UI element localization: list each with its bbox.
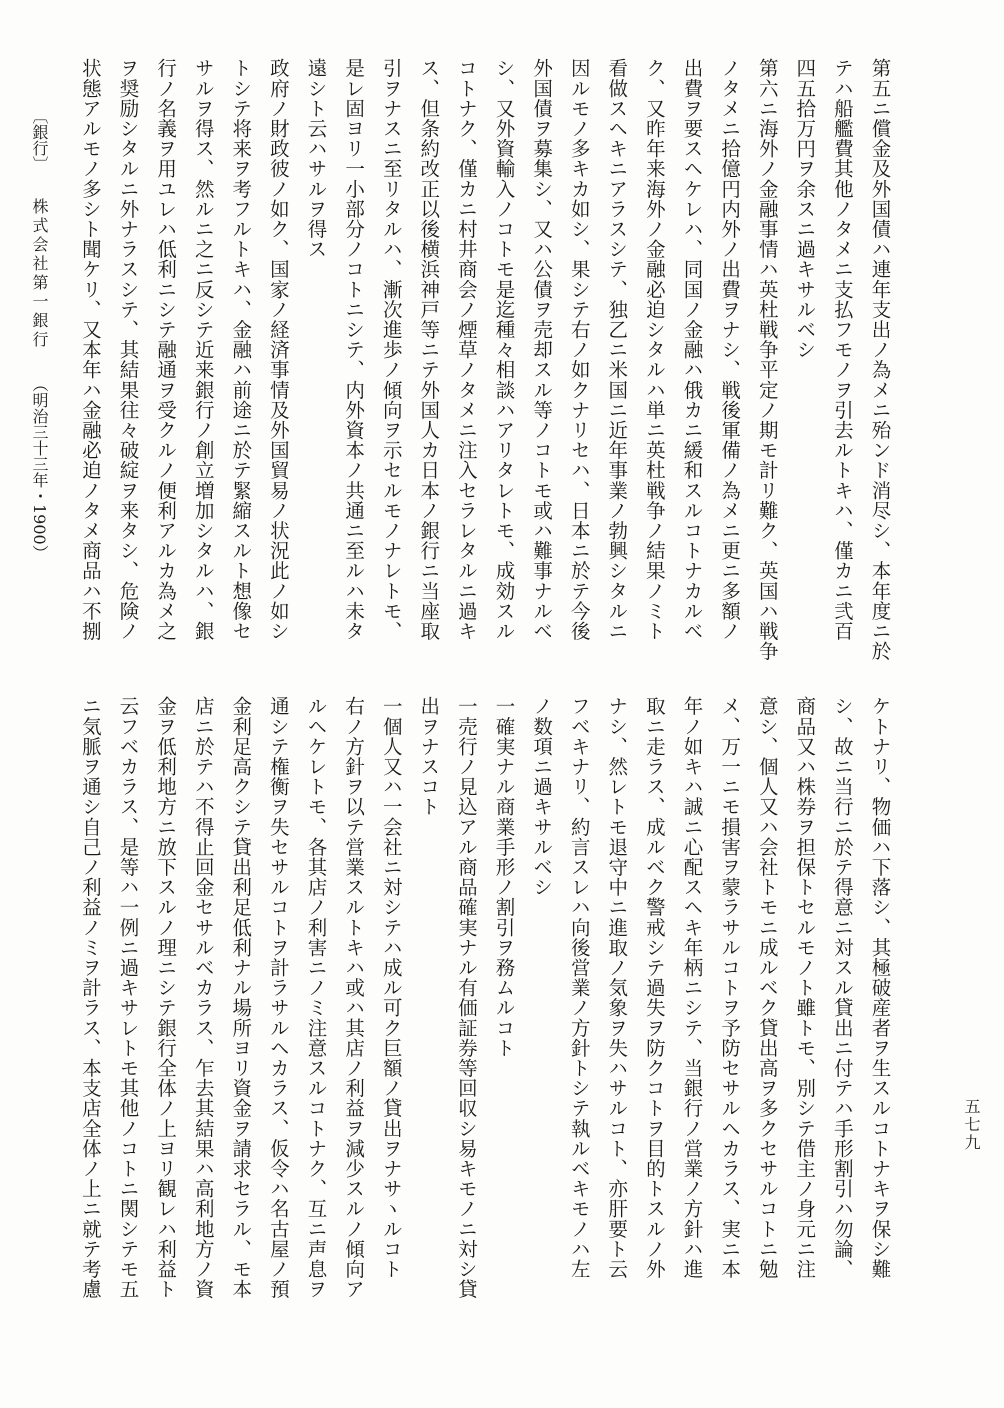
upper-line: 四五拾万円ヲ余スニ過キサルベシ bbox=[793, 58, 817, 360]
upper-line: ノタメニ拾億円内外ノ出費ヲナシ、戦後軍備ノ為メニ更ニ多額ノ bbox=[718, 58, 742, 641]
footer-company: 株式会社第一銀行 bbox=[30, 198, 49, 350]
lower-line: ケトナリ、物価ハ下落シ、其極破産者ヲ生スルコトナキヲ保シ難 bbox=[868, 696, 892, 1279]
lower-line: 右ノ方針ヲ以テ営業スルトキハ或ハ其店ノ利益ヲ減少スルノ傾向ア bbox=[342, 696, 366, 1299]
upper-line: コトナク、僅カニ村井商会ノ煙草ノタメニ注入セラレタルニ過キ bbox=[454, 58, 478, 641]
lower-line: ニ気脈ヲ通シ自己ノ利益ノミヲ計ラス、本支店全体ノ上ニ就テ考慮 bbox=[78, 696, 102, 1299]
upper-line: 因ルモノ多キカ如シ、果シテ右ノ如クナリセハ、日本ニ於テ今後 bbox=[567, 58, 591, 641]
lower-line: メ、万一ニモ損害ヲ蒙ラサルコトヲ予防セサルヘカラス、実ニ本 bbox=[718, 696, 742, 1279]
lower-line: 通シテ権衡ヲ失セサルコトヲ計ラサルヘカラス、仮令ハ名古屋ノ預 bbox=[266, 696, 290, 1299]
lower-line: 云フベカラス、是等ハ一例ニ過キサレトモ其他ノコトニ関シテモ五 bbox=[116, 696, 140, 1299]
lower-line: シ、故ニ当行ニ於テ得意ニ対スル貸出ニ付テハ手形割引ハ勿論、 bbox=[830, 696, 854, 1279]
upper-line: 第五ニ償金及外国債ハ連年支出ノ為メニ殆ンド消尽シ、本年度ニ於 bbox=[868, 58, 892, 661]
footer-section: 〔銀行〕 bbox=[30, 108, 49, 172]
upper-line: シ、又外資輸入ノコトモ是迄種々相談ハアリタレトモ、成効スル bbox=[492, 58, 516, 641]
upper-line: 状態アルモノ多シト聞ケリ、又本年ハ金融必迫ノタメ商品ハ不捌 bbox=[78, 58, 102, 641]
lower-line: ノ数項ニ過キサルベシ bbox=[530, 696, 554, 897]
lower-line: 店ニ於テハ不得止回金セサルベカラス、乍去其結果ハ高利地方ノ資 bbox=[191, 696, 215, 1299]
upper-line: 行ノ名義ヲ用ユレハ低利ニシテ融通ヲ受クルノ便利アルカ為メ之 bbox=[154, 58, 178, 641]
lower-line: 出ヲナスコト bbox=[417, 696, 441, 817]
upper-line: ス、但条約改正以後横浜神戸等ニテ外国人カ日本ノ銀行ニ当座取 bbox=[417, 58, 441, 641]
lower-line: ルヘケレトモ、各其店ノ利害ニノミ注意スルコトナク、互ニ声息ヲ bbox=[304, 696, 328, 1299]
upper-line: 外国債ヲ募集シ、又ハ公債ヲ売却スル等ノコトモ或ハ難事ナルベ bbox=[530, 58, 554, 641]
lower-line: 一確実ナル商業手形ノ割引ヲ務ムルコト bbox=[492, 696, 516, 1058]
upper-line: 看做スヘキニアラスシテ、独乙ニ米国ニ近年事業ノ勃興シタルニ bbox=[605, 58, 629, 641]
lower-line: 一個人又ハ一会社ニ対シテハ成ル可ク巨額ノ貸出ヲナサヽルコト bbox=[379, 696, 403, 1279]
upper-line: 出費ヲ要スヘケレハ、同国ノ金融ハ俄カニ緩和スルコトナカルベ bbox=[680, 58, 704, 641]
page-number: 五七九 bbox=[962, 1098, 981, 1152]
lower-line: 一売行ノ見込アル商品確実ナル有価証券等回収シ易キモノニ対シ貸 bbox=[454, 696, 478, 1299]
upper-line: ヲ奨励シタルニ外ナラスシテ、其結果往々破綻ヲ来タシ、危険ノ bbox=[116, 58, 140, 641]
upper-line: サルヲ得ス、然ルニ之ニ反シテ近来銀行ノ創立増加シタルハ、銀 bbox=[191, 58, 215, 641]
lower-line: 年ノ如キハ誠ニ心配スヘキ年柄ニシテ、当銀行ノ営業ノ方針ハ進 bbox=[680, 696, 704, 1279]
lower-line: 金利足高クシテ貸出利足低利ナル場所ヨリ資金ヲ請求セラル、モ本 bbox=[229, 696, 253, 1299]
upper-line: 遠シト云ハサルヲ得ス bbox=[304, 58, 328, 259]
upper-line: トシテ将来ヲ考フルトキハ、金融ハ前途ニ於テ緊縮スルト想像セ bbox=[229, 58, 253, 641]
lower-line: 金ヲ低利地方ニ放下スルノ理ニシテ銀行全体ノ上ヨリ観レハ利益ト bbox=[154, 696, 178, 1299]
footer-citation bbox=[28, 108, 51, 561]
upper-line: 是レ固ヨリ一小部分ノコトニシテ、内外資本ノ共通ニ至ルハ未タ bbox=[342, 58, 366, 641]
lower-line: 意シ、個人又ハ会社トモニ成ルベク貸出高ヲ多クセサルコトニ勉 bbox=[755, 696, 779, 1279]
upper-line: ク、又昨年来海外ノ金融必迫シタルハ単ニ英杜戦争ノ結果ノミト bbox=[642, 58, 666, 641]
upper-line: テハ船艦費其他ノタメニ支払フモノヲ引去ルトキハ、僅カニ弐百 bbox=[830, 58, 854, 641]
upper-line: 政府ノ財政彼ノ如ク、国家ノ経済事情及外国貿易ノ状況此ノ如シ bbox=[266, 58, 290, 641]
footer-date: （明治三十三年・1900） bbox=[30, 376, 49, 561]
lower-line: 取ニ走ラス、成ルベク警戒シテ過失ヲ防クコトヲ目的トスルノ外 bbox=[642, 696, 666, 1279]
upper-line: 第六ニ海外ノ金融事情ハ英杜戦争平定ノ期モ計リ難ク、英国ハ戦争 bbox=[755, 58, 779, 661]
lower-line: フベキナリ、約言スレハ向後営業ノ方針トシテ執ルベキモノハ左 bbox=[567, 696, 591, 1279]
lower-line: ナシ、然レトモ退守中ニ進取ノ気象ヲ失ハサルコト、亦肝要ト云 bbox=[605, 696, 629, 1279]
lower-line: 商品又ハ株券ヲ担保トセルモノト雖トモ、別シテ借主ノ身元ニ注 bbox=[793, 696, 817, 1279]
upper-line: 引ヲナスニ至リタルハ、漸次進歩ノ傾向ヲ示セルモノナレトモ、 bbox=[379, 58, 403, 641]
